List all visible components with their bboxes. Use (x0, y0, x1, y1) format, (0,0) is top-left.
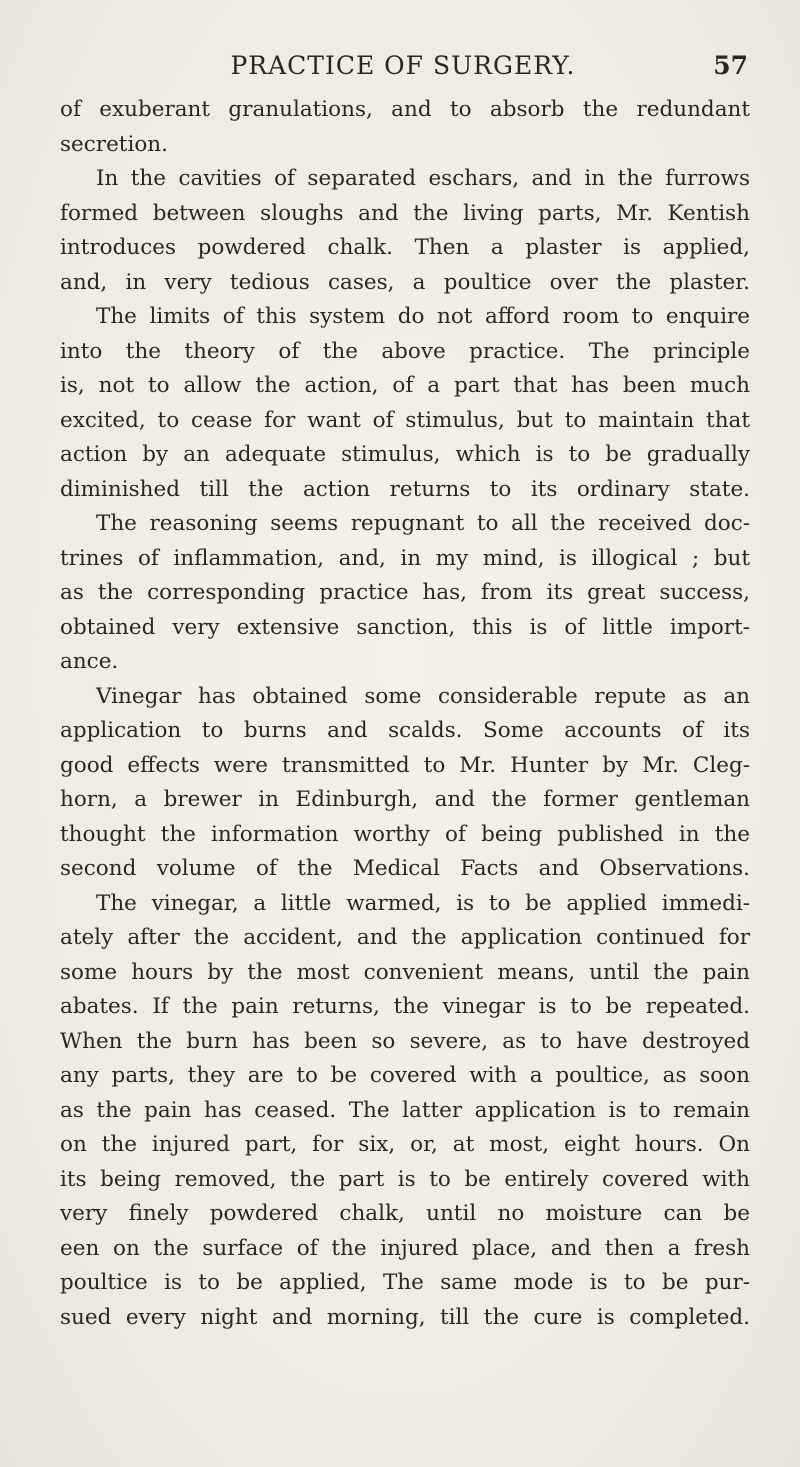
text-line: sued every night and morning, till the cure is completed. (60, 1304, 750, 1330)
text-line: trines of inflammation, and, in my mind, is illogical ; but (60, 545, 750, 571)
text-line: The limits of this system do not afford room to enquire (96, 304, 750, 329)
text-line: formed between sloughs and the living parts, Mr. Kentish (60, 200, 750, 226)
text-line: The reasoning seems repugnant to all the received doc- (96, 511, 750, 536)
page-number: 57 (713, 51, 748, 80)
text-line: very finely powdered chalk, until no moisture can be (60, 1201, 750, 1226)
text-line: good effects were transmitted to Mr. Hunter by Mr. Cleg- (60, 752, 750, 778)
text-line: abates. If the pain returns, the vinegar is to be repeated. (60, 994, 750, 1019)
text-line: some hours by the most convenient means, until the pain (60, 959, 750, 985)
text-line: diminished till the action returns to its ordinary state. (60, 476, 750, 502)
running-head: PRACTICE OF SURGERY. (230, 51, 576, 80)
text-line: thought the information worthy of being published in the (60, 821, 750, 847)
text-line: horn, a brewer in Edinburgh, and the former gentleman (60, 787, 750, 812)
text-line: obtained very extensive sanction, this is of little import- (60, 614, 750, 640)
text-line: as the pain has ceased. The latter application is to remain (60, 1097, 750, 1123)
text-line: ance. (60, 649, 119, 674)
text-line: The vinegar, a little warmed, is to be applied immedi- (96, 890, 750, 916)
text-line: as the corresponding practice has, from its great success, (60, 580, 750, 605)
text-line: its being removed, the part is to be entirely covered with (60, 1166, 750, 1192)
text-line: een on the surface of the injured place, and then a fresh (60, 1235, 750, 1261)
body-text (60, 93, 750, 1335)
text-line: second volume of the Medical Facts and Observations. (60, 856, 750, 881)
text-line: of exuberant granulations, and to absorb the redundant (60, 97, 750, 122)
text-line: excited, to cease for want of stimulus, but to maintain that (60, 407, 750, 433)
text-line: poultice is to be applied, The same mode is to be pur- (60, 1270, 750, 1295)
text-line: Vinegar has obtained some considerable repute as an (96, 683, 750, 709)
text-line: In the cavities of separated eschars, and in the furrows (96, 166, 750, 191)
text-line: action by an adequate stimulus, which is to be gradually (60, 442, 750, 467)
text-line: ately after the accident, and the application continued for (60, 925, 750, 950)
text-line: application to burns and scalds. Some accounts of its (60, 718, 750, 743)
text-line: on the injured part, for six, or, at most, eight hours. On (60, 1132, 750, 1157)
text-line: secretion. (60, 131, 168, 157)
text-line: is, not to allow the action, of a part that has been much (60, 373, 750, 398)
text-line: and, in very tedious cases, a poultice over the plaster. (60, 269, 750, 295)
page-header (58, 48, 748, 84)
text-line: When the burn has been so severe, as to have destroyed (60, 1028, 750, 1054)
text-line: into the theory of the above practice. The principle (60, 338, 750, 364)
text-line: any parts, they are to be covered with a poultice, as soon (60, 1063, 750, 1088)
text-line: introduces powdered chalk. Then a plaster is applied, (60, 235, 750, 260)
